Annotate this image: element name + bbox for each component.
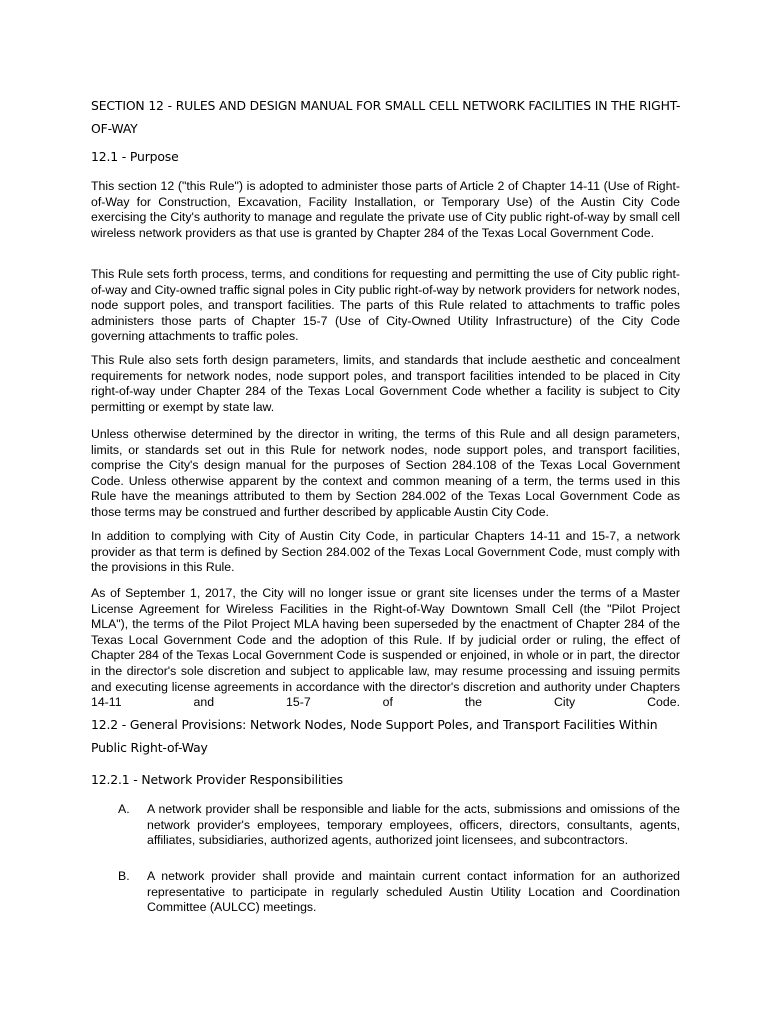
paragraph: This section 12 ("this Rule") is adopted to administer those parts of Article 2 of Chapter 14-11 (Use of Right-of-Way for Construction, Excavation, Facility Installation, or Temporary Use) of the Austin City Code exercising the City's authority to manage and regulate the private use of City public right-of-way by small cell wireless network providers as that use is granted by Chapter 284 of the Texas Local Government Code. <box>91 179 680 240</box>
list-item-text: A network provider shall provide and maintain current contact information for an authorized representative to participate in regularly scheduled Austin Utility Location and Coordination Committee (AULCC) meetings. <box>147 869 680 915</box>
paragraph: As of September 1, 2017, the City will no longer issue or grant site licenses under the terms of a Master License Agreement for Wireless Facilities in the Right-of-Way Downtown Small Cell (the "Pilot Project MLA"), the terms of the Pilot Project MLA having been superseded by the enactment of Chapter 284 of the Texas Local Government Code and the adoption of this Rule. If by judicial order or ruling, the effect of Chapter 284 of the Texas Local Government Code is suspended or enjoined, in whole or in part, the director in the director's sole discretion and subject to applicable law, may resume processing and issuing permits and executing license agreements in accordance with the director's discretion and authority under Chapters 14-11 and 15-7 of the City Code. <box>91 586 680 710</box>
list-item-text: A network provider shall be responsible and liable for the acts, submissions and omissions of the network provider's employees, temporary employees, officers, directors, consultants, agents, affiliates, subsidiaries, authorized agents, authorized joint licensees, and subcontractors. <box>147 802 680 848</box>
subsection-heading-purpose: 12.1 - Purpose <box>91 149 179 164</box>
list-item <box>118 869 680 916</box>
subsection-heading-network-provider-responsibilities: 12.2.1 - Network Provider Responsibilities <box>91 772 343 787</box>
paragraph: Unless otherwise determined by the director in writing, the terms of this Rule and all design parameters, limits, or standards set out in this Rule for network nodes, node support poles, and transport facilities, comprise the City's design manual for the purposes of Section 284.108 of the Texas Local Government Code. Unless otherwise apparent by the context and common meaning of a term, the terms used in this Rule have the meanings attributed to them by Section 284.002 of the Texas Local Government Code as those terms may be construed and further described by applicable Austin City Code. <box>91 427 680 519</box>
paragraph: This Rule also sets forth design parameters, limits, and standards that include aesthetic and concealment requirements for network nodes, node support poles, and transport facilities intended to be placed in City right-of-way under Chapter 284 of the Texas Local Government Code whether a facility is subject to City permitting or exempt by state law. <box>91 353 680 414</box>
list-item-letter: B. <box>118 869 130 883</box>
paragraph: This Rule sets forth process, terms, and conditions for requesting and permitting the use of City public right-of-way and City-owned traffic signal poles in City public right-of-way by network providers for network nodes, node support poles, and transport facilities. The parts of this Rule related to attachments to traffic poles administers those parts of Chapter 15-7 (Use of City-Owned Utility Infrastructure) of the City Code governing attachments to traffic poles. <box>91 267 680 344</box>
paragraph: In addition to complying with City of Austin City Code, in particular Chapters 14-11 and 15-7, a network provider as that term is defined by Section 284.002 of the Texas Local Government Code, must comply with the provisions in this Rule. <box>91 529 680 575</box>
list-item-letter: A. <box>118 802 130 816</box>
section-title: SECTION 12 - RULES AND DESIGN MANUAL FOR SMALL CELL NETWORK FACILITIES IN THE RIGHT-OF-WAY <box>91 98 681 136</box>
list-item <box>118 802 680 849</box>
subsection-heading-general-provisions: 12.2 - General Provisions: Network Nodes, Node Support Poles, and Transport Facilities Within Public Right-of-Way <box>91 717 658 755</box>
